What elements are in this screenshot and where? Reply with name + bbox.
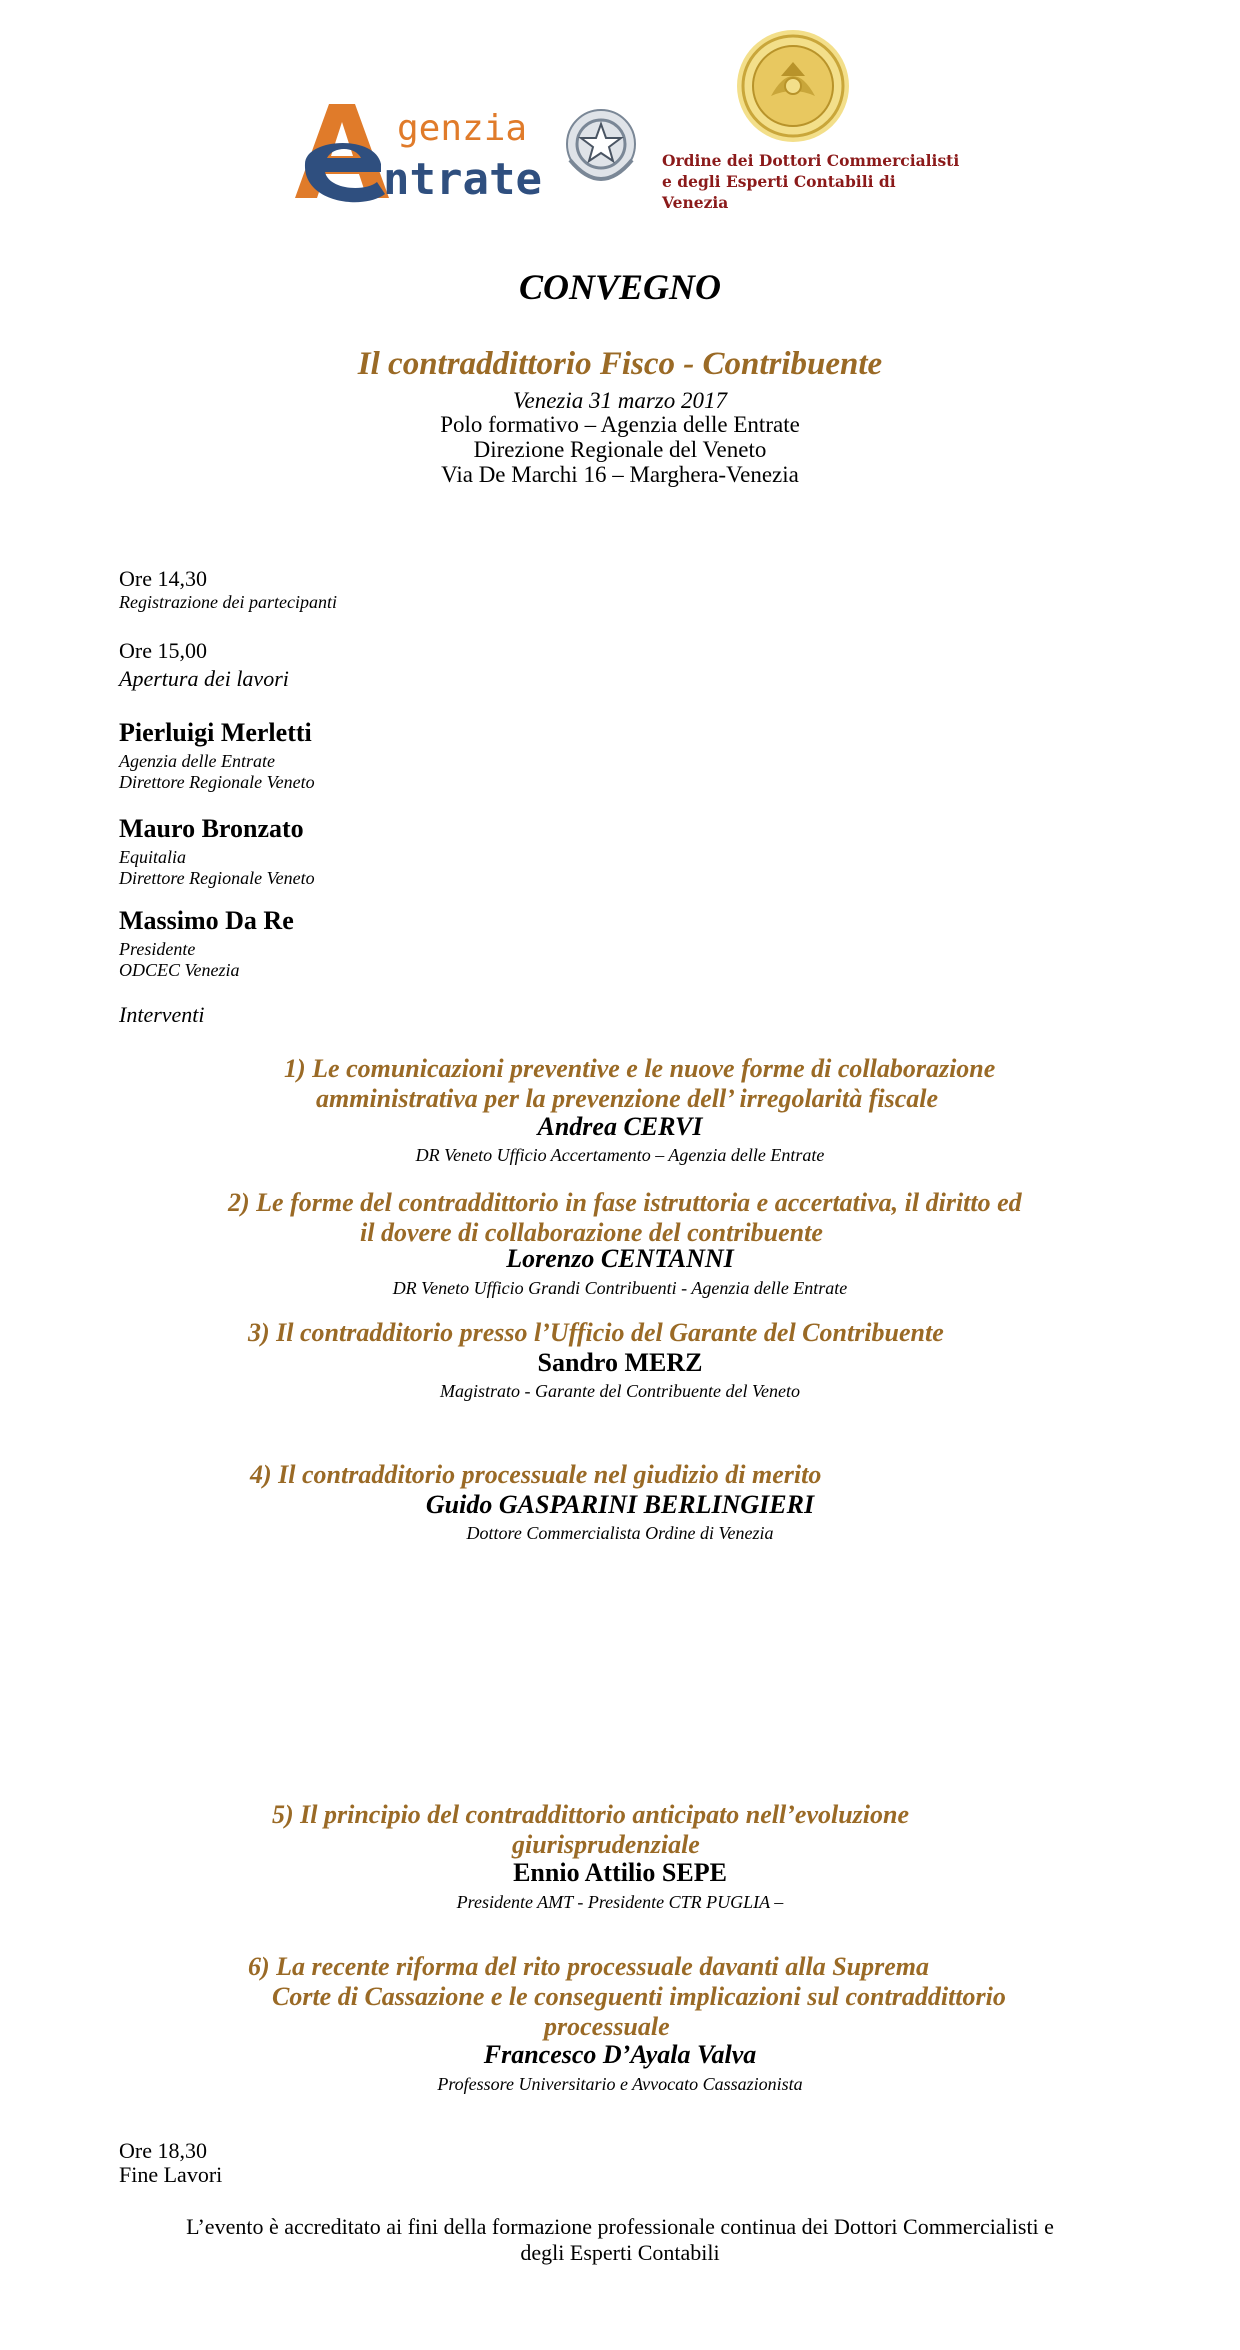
- talk-speaker: Ennio Attilio SEPE: [513, 1858, 727, 1887]
- address-line-3: Via De Marchi 16 – Marghera-Venezia: [441, 462, 799, 487]
- entrate-text: ntrate: [383, 154, 542, 205]
- host-line-1: Presidente: [119, 939, 196, 959]
- talk-title-line: amministrativa per la prevenzione dell’ irregolarità fiscale: [316, 1084, 939, 1113]
- host-name: Pierluigi Merletti: [119, 718, 312, 747]
- talk-title-line: Corte di Cassazione e le conseguenti implicazioni sul contraddittorio: [272, 1982, 1006, 2011]
- opening-label: Apertura dei lavori: [119, 666, 289, 691]
- talk-role: Magistrato - Garante del Contribuente del Veneto: [440, 1381, 800, 1401]
- time-registration: Ore 14,30: [119, 566, 207, 591]
- talk-speaker: Sandro MERZ: [537, 1348, 703, 1377]
- talk-title-line: 6) La recente riforma del rito processuale davanti alla Suprema: [248, 1952, 930, 1981]
- event-title: Il contraddittorio Fisco - Contribuente: [357, 346, 883, 382]
- accreditation-note-line-2: degli Esperti Contabili: [520, 2240, 720, 2265]
- host-line-2: Direttore Regionale Veneto: [119, 772, 315, 792]
- talk-title-line: giurisprudenziale: [512, 1830, 700, 1859]
- host-line-2: Direttore Regionale Veneto: [119, 868, 315, 888]
- time-closing: Ore 18,30: [119, 2138, 207, 2163]
- host-line-1: Agenzia delle Entrate: [119, 751, 275, 771]
- odcec-seal-icon: [733, 26, 853, 146]
- odcec-line-2: e degli Esperti Contabili di Venezia: [662, 172, 896, 212]
- talk-title-line: 2) Le forme del contraddittorio in fase istruttoria e accertativa, il diritto ed: [228, 1188, 1022, 1217]
- talk-2: [228, 1188, 1188, 1248]
- talk-speaker: Lorenzo CENTANNI: [506, 1244, 734, 1273]
- odcec-logo-text: [662, 150, 962, 213]
- address-line-1: Polo formativo – Agenzia delle Entrate: [440, 412, 800, 437]
- talk-6: [248, 1952, 1148, 2042]
- registration-label: Registrazione dei partecipanti: [119, 592, 337, 612]
- host-line-2: ODCEC Venezia: [119, 960, 240, 980]
- talk-5: [272, 1800, 1172, 1860]
- odcec-line-1: Ordine dei Dottori Commercialisti: [662, 151, 960, 170]
- talk-role: DR Veneto Ufficio Accertamento – Agenzia delle Entrate: [415, 1145, 825, 1165]
- talk-role: DR Veneto Ufficio Grandi Contribuenti - Agenzia delle Entrate: [392, 1278, 848, 1298]
- talk-speaker: Guido GASPARINI BERLINGIERI: [425, 1490, 815, 1519]
- talk-title-line: 1) Le comunicazioni preventive e le nuove forme di collaborazione: [284, 1054, 996, 1083]
- agenzia-entrate-logo: [285, 98, 570, 208]
- talk-title-line: il dovere di collaborazione del contribuente: [360, 1218, 823, 1247]
- talk-title-line: processuale: [544, 2012, 670, 2041]
- talk-1: [284, 1054, 1124, 1114]
- talk-3: [248, 1318, 1148, 1348]
- talk-role: Dottore Commercialista Ordine di Venezia: [466, 1523, 774, 1543]
- host-name: Massimo Da Re: [119, 906, 294, 935]
- convegno-heading: CONVEGNO: [518, 267, 722, 307]
- time-opening: Ore 15,00: [119, 638, 207, 663]
- agenzia-text: genzia: [397, 108, 528, 149]
- host-name: Mauro Bronzato: [119, 814, 304, 843]
- event-date: Venezia 31 marzo 2017: [512, 388, 728, 413]
- talk-4: [250, 1460, 1150, 1490]
- closing-label: Fine Lavori: [119, 2162, 223, 2187]
- italian-republic-emblem-icon: [560, 100, 642, 200]
- talk-speaker: Andrea CERVI: [537, 1112, 703, 1141]
- address-line-2: Direzione Regionale del Veneto: [473, 437, 767, 462]
- talk-speaker: Francesco D’Ayala Valva: [483, 2040, 757, 2069]
- interventi-label: Interventi: [119, 1002, 205, 1027]
- talk-role: Professore Universitario e Avvocato Cassazionista: [437, 2074, 803, 2094]
- talk-title-line: 4) Il contradditorio processuale nel giudizio di merito: [250, 1460, 822, 1489]
- talk-role: Presidente AMT - Presidente CTR PUGLIA –: [456, 1892, 784, 1912]
- accreditation-note-line-1: L’evento è accreditato ai fini della formazione professionale continua dei Dottori Commercialisti e: [186, 2214, 1054, 2239]
- talk-title-line: 3) Il contradditorio presso l’Ufficio del Garante del Contribuente: [248, 1318, 944, 1347]
- talk-title-line: 5) Il principio del contraddittorio anticipato nell’evoluzione: [272, 1800, 910, 1829]
- host-line-1: Equitalia: [119, 847, 186, 867]
